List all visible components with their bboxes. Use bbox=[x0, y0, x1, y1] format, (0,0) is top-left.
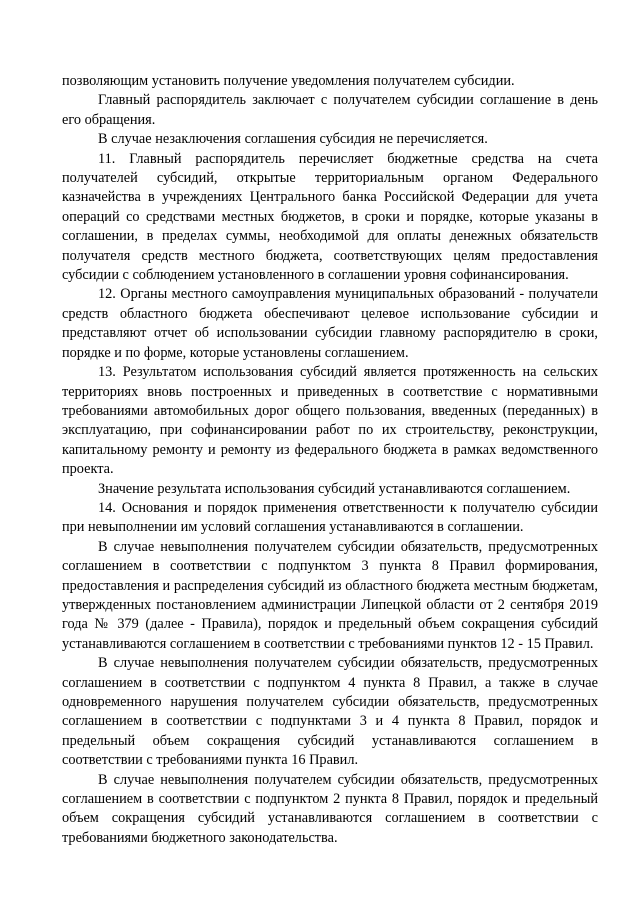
paragraph-subpoint-2: В случае невыполнения получателем субсидии обязательств, предусмотренных соглашением в соответствии с подпунктом 2 пункта 8 Правил, порядок и предельный объем сокращения субсидий устанавливаются соглашением в соответствии с требованиями бюджетного законодательства. bbox=[62, 771, 598, 846]
paragraph-item-11: 11. Главный распорядитель перечисляет бюджетные средства на счета получателей субсидий, открытые территориальным органом Федерального казначейства в учреждениях Центрального банка Российской Федерации для учета операций со средствами местных бюджетов, в сроки и порядке, которые указаны в соглашении, в пределах суммы, необходимой для оплаты денежных обязательств получателя средств местного бюджета, соответствующих целям предоставления субсидии с соблюдением установленного в соглашении уровня софинансирования. bbox=[62, 150, 598, 284]
paragraph-agreement-conclusion: Главный распорядитель заключает с получателем субсидии соглашение в день его обращения. bbox=[62, 92, 598, 128]
paragraph-subpoint-3: В случае невыполнения получателем субсидии обязательств, предусмотренных соглашением в соответствии с подпунктом 3 пункта 8 Правил формирования, предоставления и распределения субсидий из областного бюджета местным бюджетам, утвержденных постановлением администрации Липецкой области от 2 сентября 2019 года № 379 (далее - Правила), порядок и предельный объем сокращения субсидий устанавливаются соглашением в соответствии с требованиями пунктов 12 - 15 Правил. bbox=[62, 538, 598, 652]
paragraph-item-13: 13. Результатом использования субсидий является протяженность на сельских территориях вновь построенных и приведенных в соответствие с нормативными требованиями автомобильных дорог общего пользования, введенных (переданных) в эксплуатацию, при софинансировании работ по их строительству, реконструкции, капитальному ремонту и ремонту из федерального бюджета в рамках ведомственного проекта. bbox=[62, 364, 598, 478]
paragraph-continuation: позволяющим установить получение уведомления получателем субсидии. bbox=[62, 73, 515, 89]
paragraph-result-value: Значение результата использования субсидий устанавливаются соглашением. bbox=[98, 480, 571, 497]
document-body bbox=[62, 72, 598, 848]
paragraph-item-14: 14. Основания и порядок применения ответственности к получателю субсидии при невыполнении им условий соглашения устанавливаются в соглашении. bbox=[62, 499, 598, 536]
paragraph-item-12: 12. Органы местного самоуправления муниципальных образований - получатели средств областного бюджета обеспечивают целевое использование субсидии и представляют отчет об использовании субсидии главному распорядителю в сроки, порядке и по форме, которые установлены соглашением. bbox=[62, 286, 598, 361]
paragraph-subpoint-4: В случае невыполнения получателем субсидии обязательств, предусмотренных соглашением в соответствии с подпунктом 4 пункта 8 Правил, а также в случае одновременного нарушения получателем субсидии обязательств, предусмотренных соглашением в соответствии с подпунктами 3 и 4 пункта 8 Правил, порядок и предельный объем сокращения субсидий устанавливаются соглашением в соответствии с требованиями пункта 16 Правил. bbox=[62, 655, 598, 769]
paragraph-no-agreement: В случае незаключения соглашения субсидия не перечисляется. bbox=[98, 131, 488, 148]
